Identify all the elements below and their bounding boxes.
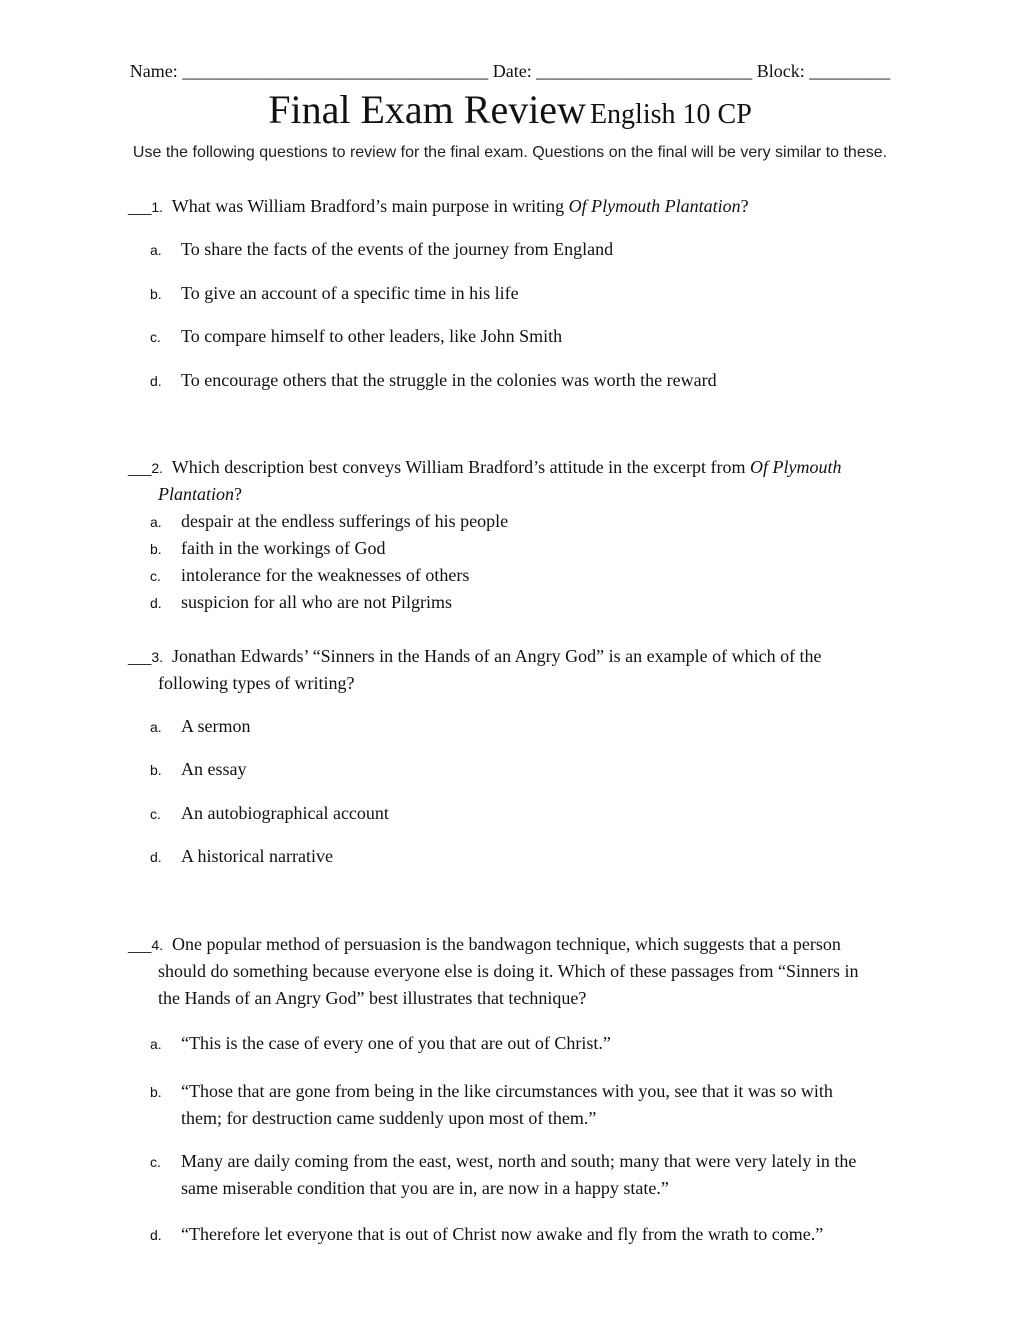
answer-blank[interactable]: ___3. xyxy=(128,649,164,665)
option-text: To share the facts of the events of the journey from England xyxy=(181,239,614,259)
option-label: a. xyxy=(150,514,162,530)
option-text: To give an account of a specific time in his life xyxy=(181,283,519,303)
option-label: c. xyxy=(150,568,161,584)
option-label: b. xyxy=(150,762,162,778)
title-sub: English 10 CP xyxy=(589,99,752,130)
option-4a[interactable] xyxy=(150,1030,611,1058)
option-2c[interactable] xyxy=(150,562,469,590)
answer-blank[interactable]: ___1. xyxy=(128,199,164,215)
question-title: Of Plymouth Plantation xyxy=(568,196,741,216)
option-label: c. xyxy=(150,1154,161,1170)
question-4-cont-2: the Hands of an Angry God” best illustrates that technique? xyxy=(158,988,587,1008)
block-label: Block: xyxy=(756,61,805,81)
option-1d[interactable] xyxy=(150,367,717,395)
option-label: c. xyxy=(150,329,161,345)
question-text: One popular method of persuasion is the bandwagon technique, which suggests that a person xyxy=(172,934,841,954)
question-2 xyxy=(128,454,842,482)
option-4c[interactable] xyxy=(150,1148,856,1176)
option-text: To compare himself to other leaders, like John Smith xyxy=(181,326,563,346)
option-label: c. xyxy=(150,806,161,822)
question-text: What was William Bradford’s main purpose in writing xyxy=(171,196,569,216)
option-label: d. xyxy=(150,1227,162,1243)
question-text: Jonathan Edwards’ “Sinners in the Hands of an Angry God” is an example of which of the xyxy=(172,646,822,666)
option-3c[interactable] xyxy=(150,800,389,828)
option-label: d. xyxy=(150,849,162,865)
option-text: A sermon xyxy=(181,716,251,736)
question-1 xyxy=(128,193,749,221)
option-label: a. xyxy=(150,719,162,735)
option-text: “Therefore let everyone that is out of Christ now awake and fly from the wrath to come.” xyxy=(181,1224,824,1244)
option-2d[interactable] xyxy=(150,589,452,617)
question-3 xyxy=(128,643,822,671)
option-label: a. xyxy=(150,242,162,258)
option-1b[interactable] xyxy=(150,280,519,308)
option-text: despair at the endless sufferings of his people xyxy=(181,511,509,531)
title-main: Final Exam Review xyxy=(268,87,586,132)
option-2a[interactable] xyxy=(150,508,508,536)
date-label: Date: xyxy=(492,61,532,81)
option-label: b. xyxy=(150,286,162,302)
option-2b[interactable] xyxy=(150,535,385,563)
option-4c-cont: same miserable condition that you are in, are now in a happy state.” xyxy=(181,1178,669,1198)
option-label: b. xyxy=(150,1084,162,1100)
option-text: “This is the case of every one of you that are out of Christ.” xyxy=(181,1033,611,1053)
question-4-cont-1: should do something because everyone else is doing it. Which of these passages from “Sinners in xyxy=(158,961,859,981)
option-text: An autobiographical account xyxy=(181,803,389,823)
option-label: b. xyxy=(150,541,162,557)
intro-text: Use the following questions to review for the final exam. Questions on the final will be very similar to these. xyxy=(132,144,888,161)
option-text: suspicion for all who are not Pilgrims xyxy=(181,592,452,612)
option-text: “Those that are gone from being in the like circumstances with you, see that it was so with xyxy=(181,1081,833,1101)
question-4 xyxy=(128,931,841,959)
option-text: To encourage others that the struggle in the colonies was worth the reward xyxy=(181,370,717,390)
question-title-cont: Plantation xyxy=(158,484,234,504)
option-3b[interactable] xyxy=(150,756,247,784)
page-title xyxy=(0,86,1020,133)
question-2-cont xyxy=(158,481,242,508)
student-info-line xyxy=(0,61,1020,82)
option-4d[interactable] xyxy=(150,1221,823,1249)
question-title: Of Plymouth xyxy=(750,457,842,477)
option-3a[interactable] xyxy=(150,713,251,741)
question-end: ? xyxy=(234,484,242,504)
option-4b[interactable] xyxy=(150,1078,833,1106)
option-1a[interactable] xyxy=(150,236,613,264)
option-text: intolerance for the weaknesses of others xyxy=(181,565,470,585)
name-field[interactable]: __________________________________ xyxy=(182,61,489,81)
option-1c[interactable] xyxy=(150,323,562,351)
date-field[interactable]: ________________________ xyxy=(536,61,753,81)
option-text: faith in the workings of God xyxy=(181,538,386,558)
question-text: Which description best conveys William Bradford’s attitude in the excerpt from xyxy=(171,457,751,477)
option-label: d. xyxy=(150,373,162,389)
option-4b-cont: them; for destruction came suddenly upon most of them.” xyxy=(181,1108,597,1128)
option-text: An essay xyxy=(181,759,247,779)
option-text: A historical narrative xyxy=(181,846,333,866)
option-label: d. xyxy=(150,595,162,611)
question-end: ? xyxy=(740,196,749,216)
question-3-cont: following types of writing? xyxy=(158,673,355,693)
answer-blank[interactable]: ___4. xyxy=(128,937,164,953)
option-text: Many are daily coming from the east, west, north and south; many that were very lately in the xyxy=(181,1151,857,1171)
option-label: a. xyxy=(150,1036,162,1052)
answer-blank[interactable]: ___2. xyxy=(128,460,164,476)
block-field[interactable]: _________ xyxy=(809,61,891,81)
name-label: Name: xyxy=(129,61,178,81)
option-3d[interactable] xyxy=(150,843,333,871)
